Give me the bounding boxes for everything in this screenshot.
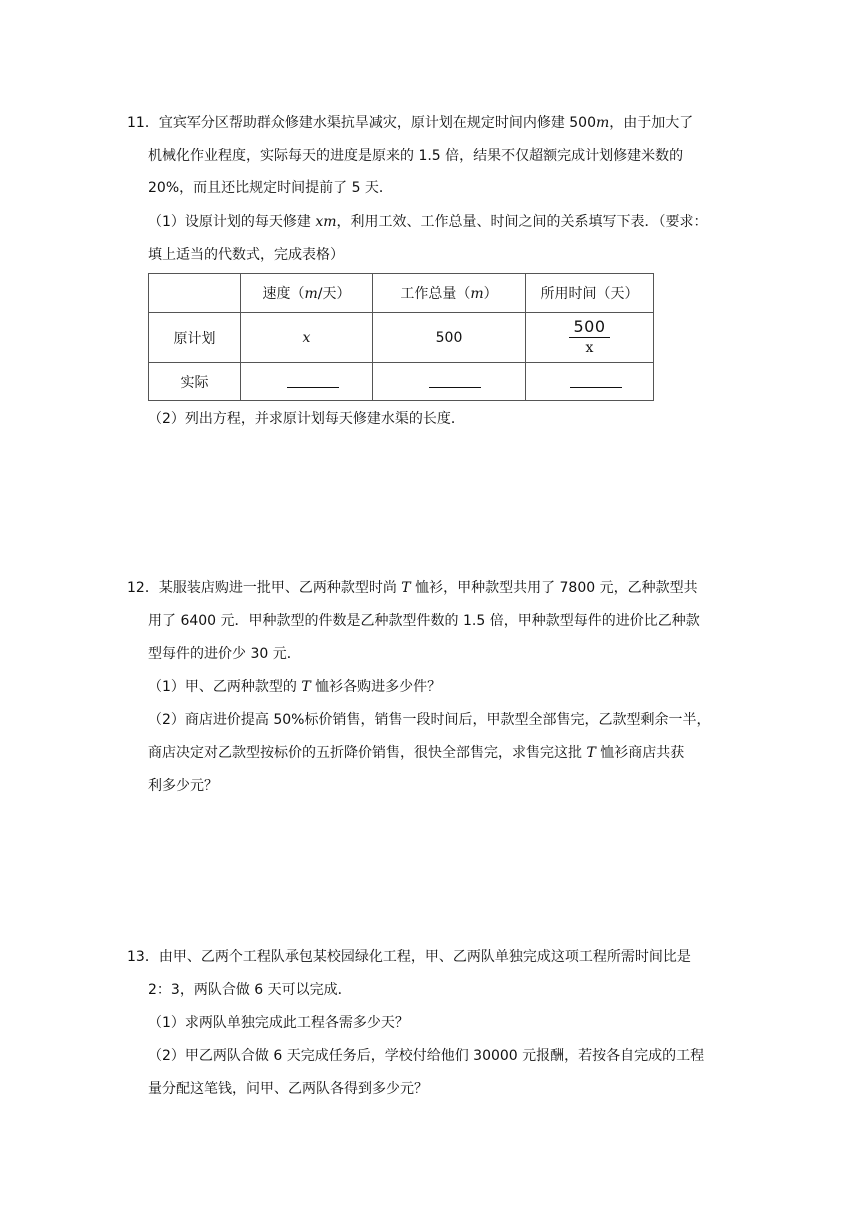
table-header-time: 所用时间（天） <box>526 274 654 313</box>
q12-line-2: 用了 6400 元．甲种款型的件数是乙种款型件数的 1.5 倍，甲种款型每件的进价比乙种款 <box>148 613 700 629</box>
q11-line-2: 机械化作业程度，实际每天的进度是原来的 1.5 倍，结果不仅超额完成计划修建米数的 <box>148 148 684 164</box>
table-cell-plan-total: 500 <box>373 313 526 363</box>
q12-text-1a: 某服装店购进一批甲、乙两种款型时尚 <box>158 580 402 596</box>
q13-part1: （1）求两队单独完成此工程各需多少天？ <box>148 1015 409 1031</box>
q11-unit-m: m <box>596 115 610 131</box>
q11-table <box>148 273 654 401</box>
q12-number: 12． <box>127 580 159 596</box>
q11-part1-line-2: 填上适当的代数式，完成表格） <box>148 247 344 263</box>
table-header-row <box>149 274 654 313</box>
q12-part1: （1）甲、乙两种款型的 T 恤衫各购进多少件？ <box>148 679 442 695</box>
table-cell-actual-time[interactable] <box>526 363 654 401</box>
q12-text-1b: 恤衫，甲种款型共用了 7800 元，乙种款型共 <box>410 580 698 596</box>
q11-part1-text-a: （1）设原计划的每天修建 <box>148 214 316 230</box>
q11-line-3: 20%，而且还比规定时间提前了 5 天． <box>148 180 393 196</box>
table-header-total: 工作总量（m） <box>373 274 526 313</box>
q11-part1-line-1 <box>148 212 708 232</box>
answer-blank-total[interactable] <box>429 371 481 388</box>
q11-text-1: 宜宾军分区帮助群众修建水渠抗旱减灾，原计划在规定时间内修建 500 <box>158 115 596 131</box>
q12-part2-line-2: 商店决定对乙款型按标价的五折降价销售，很快全部售完，求售完这批 T 恤衫商店共获 <box>148 745 685 761</box>
table-cell-actual-label: 实际 <box>149 363 241 401</box>
q13-line-1 <box>127 947 691 967</box>
table-header-empty <box>149 274 241 313</box>
q13-line-2: 2：3，两队合做 6 天可以完成． <box>148 982 352 998</box>
table-cell-plan-label: 原计划 <box>149 313 241 363</box>
q13-number: 13． <box>127 949 159 965</box>
q13-part2-line-1: （2）甲乙两队合做 6 天完成任务后，学校付给他们 30000 元报酬，若按各自完成的工程 <box>148 1048 705 1064</box>
q11-part2: （2）列出方程，并求原计划每天修建水渠的长度． <box>148 411 465 427</box>
q13-part2-line-2: 量分配这笔钱，问甲、乙两队各得到多少元？ <box>148 1081 428 1097</box>
q11-part1-text-b: ，利用工效、工作总量、时间之间的关系填写下表．（要求： <box>336 214 708 230</box>
q13-text-1: 由甲、乙两个工程队承包某校园绿化工程，甲、乙两队单独完成这项工程所需时间比是 <box>158 949 691 965</box>
table-cell-plan-speed: x <box>241 313 373 363</box>
table-cell-plan-time <box>526 313 654 363</box>
answer-blank-time[interactable] <box>570 371 622 388</box>
q12-line-1 <box>127 578 698 598</box>
q12-part2-line-3: 利多少元？ <box>148 778 218 794</box>
q11-line-1 <box>127 113 693 133</box>
table-cell-actual-total[interactable] <box>373 363 526 401</box>
fraction-500-over-x: $\frac{500}{x}$ <box>569 319 609 355</box>
table-header-speed: 速度（m/天） <box>241 274 373 313</box>
table-cell-actual-speed[interactable] <box>241 363 373 401</box>
table-row-actual <box>149 363 654 401</box>
q12-line-3: 型每件的进价少 30 元． <box>148 646 301 662</box>
q11-number: 11． <box>127 115 159 131</box>
answer-blank-speed[interactable] <box>287 371 339 388</box>
table-row-plan <box>149 313 654 363</box>
q12-part2-line-1: （2）商店进价提高 50%标价销售，销售一段时间后，甲款型全部售完，乙款型剩余一半， <box>148 712 711 728</box>
q11-text-1-tail: ，由于加大了 <box>609 115 694 131</box>
q12-T: T <box>401 580 411 596</box>
q11-part1-var: xm <box>315 214 337 230</box>
